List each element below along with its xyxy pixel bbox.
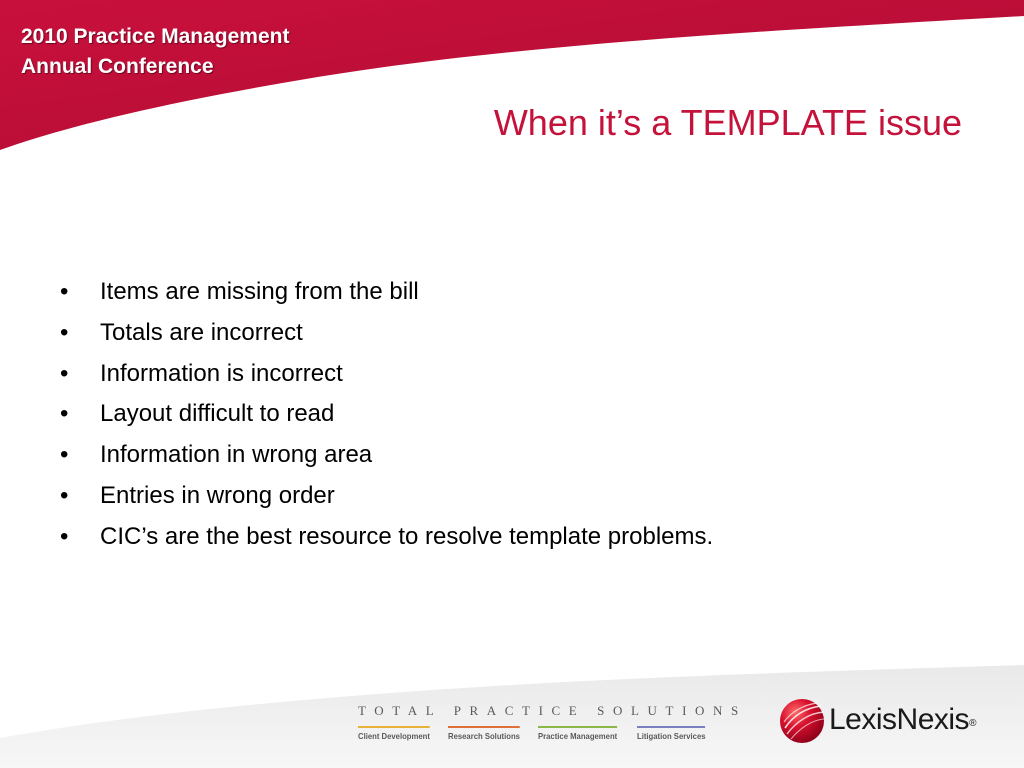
logo-wordmark (829, 703, 976, 737)
bullet-glyph: • (60, 318, 69, 346)
bullet-item (60, 435, 713, 476)
bullet-glyph: • (60, 278, 69, 305)
category-practice-management: Practice Management (538, 726, 617, 741)
category-litigation-services: Litigation Services (637, 726, 706, 741)
bullet-text: Entries in wrong order (100, 481, 335, 509)
bullet-text: CIC’s are the best resource to resolve template problems. (100, 522, 714, 550)
tagline: TOTAL PRACTICE SOLUTIONS (358, 703, 747, 718)
bullet-item (60, 272, 713, 313)
category-research-solutions: Research Solutions (448, 726, 520, 741)
category-client-development: Client Development (358, 726, 430, 741)
conference-title (21, 22, 289, 82)
bullet-text: Layout difficult to read (100, 400, 335, 428)
bullet-text: Information in wrong area (100, 441, 373, 469)
bullet-item (60, 517, 713, 558)
total-practice-solutions (358, 703, 748, 741)
bullet-glyph: • (60, 441, 69, 469)
bullet-item (60, 476, 713, 517)
solution-categories (358, 726, 748, 741)
bullet-list (60, 272, 713, 558)
bullet-text: Totals are incorrect (100, 318, 303, 346)
registered-mark: ® (969, 718, 976, 729)
bullet-glyph: • (60, 400, 69, 428)
bullet-glyph: • (60, 359, 69, 387)
lexisnexis-globe-icon (779, 698, 825, 744)
bullet-item (60, 394, 713, 435)
logo-text: LexisNexis (829, 703, 970, 736)
bullet-glyph: • (60, 522, 69, 550)
conference-title-line-2: Annual Conference (21, 55, 214, 78)
conference-title-line-1: 2010 Practice Management (21, 25, 290, 48)
slide-title: When it’s a TEMPLATE issue (493, 102, 962, 143)
lexisnexis-logo (779, 697, 994, 745)
bullet-item (60, 313, 713, 354)
bullet-text: Items are missing from the bill (100, 278, 419, 305)
bullet-glyph: • (60, 481, 69, 509)
bullet-item (60, 354, 713, 395)
bullet-text: Information is incorrect (100, 359, 343, 387)
